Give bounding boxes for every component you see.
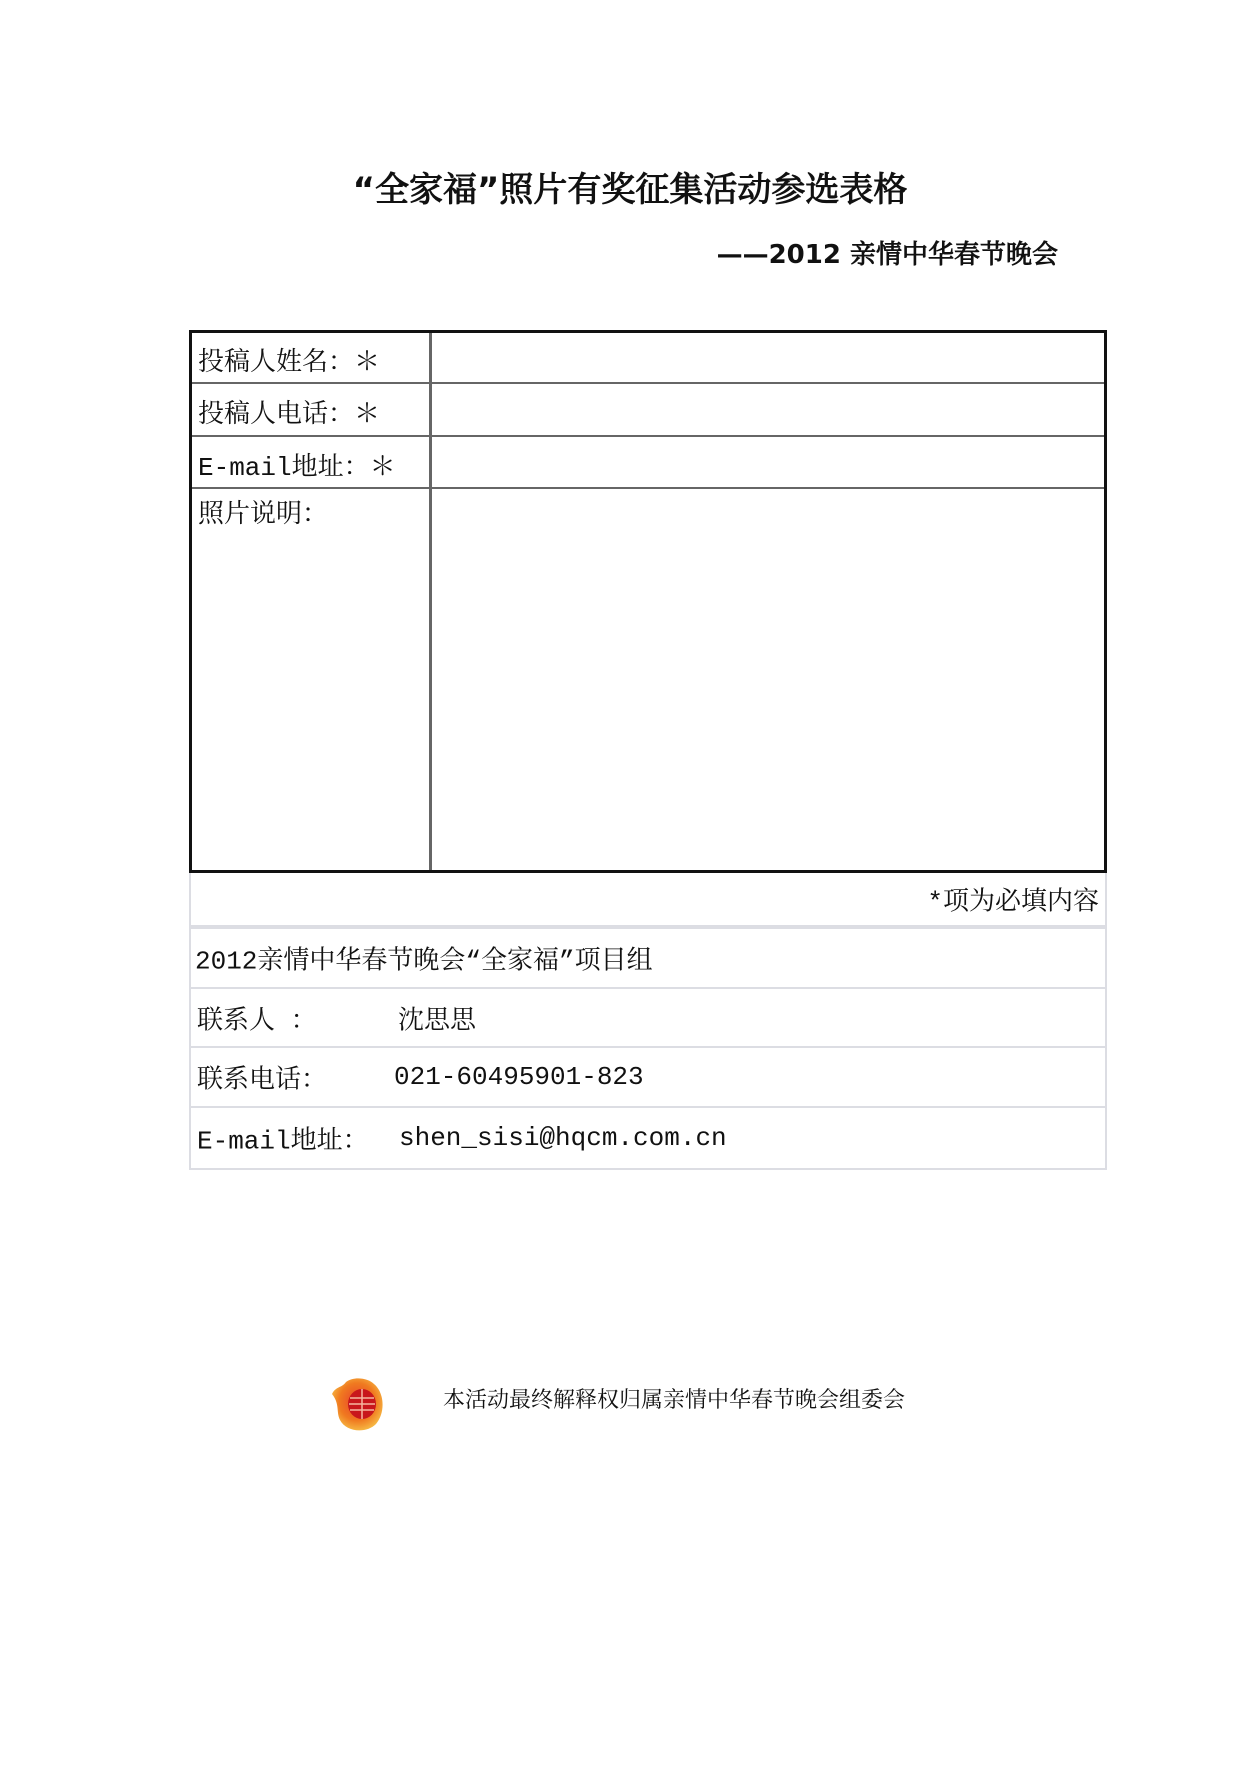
contact-email-label: E-mail地址： — [197, 1126, 369, 1157]
contact-person-row — [189, 989, 1107, 1048]
name-label: 投稿人姓名：＊ — [198, 348, 381, 378]
contact-person-label: 联系人 ： — [197, 1006, 317, 1036]
email-field[interactable] — [432, 437, 1104, 487]
email-label: E-mail地址：＊ — [198, 453, 396, 483]
contact-group-row — [189, 927, 1107, 989]
required-note-row — [189, 873, 1107, 927]
organizer-logo-icon — [328, 1372, 390, 1434]
contact-email[interactable]: shen_sisi@hqcm.com.cn — [399, 1123, 727, 1153]
footer-disclaimer: 本活动最终解释权归属亲情中华春节晚会组委会 — [443, 1388, 906, 1413]
contact-person: 沈思思 — [398, 1006, 477, 1036]
contact-email-row — [189, 1108, 1107, 1170]
phone-field[interactable] — [432, 384, 1104, 435]
name-field[interactable] — [432, 333, 1104, 382]
page-subtitle: ——2012 亲情中华春节晚会 — [716, 240, 1058, 270]
page-title: “全家福”照片有奖征集活动参选表格 — [352, 170, 908, 210]
phone-label: 投稿人电话：＊ — [198, 400, 381, 430]
contact-group: 2012亲情中华春节晚会“全家福”项目组 — [195, 946, 653, 977]
required-note: *项为必填内容 — [927, 887, 1099, 918]
contact-phone-label: 联系电话： — [197, 1065, 328, 1096]
photo-description-field[interactable] — [432, 489, 1104, 870]
contact-phone-row — [189, 1048, 1107, 1108]
photo-description-label: 照片说明： — [198, 500, 329, 530]
contact-phone: 021-60495901-823 — [394, 1062, 644, 1092]
submission-form-table — [189, 330, 1107, 873]
